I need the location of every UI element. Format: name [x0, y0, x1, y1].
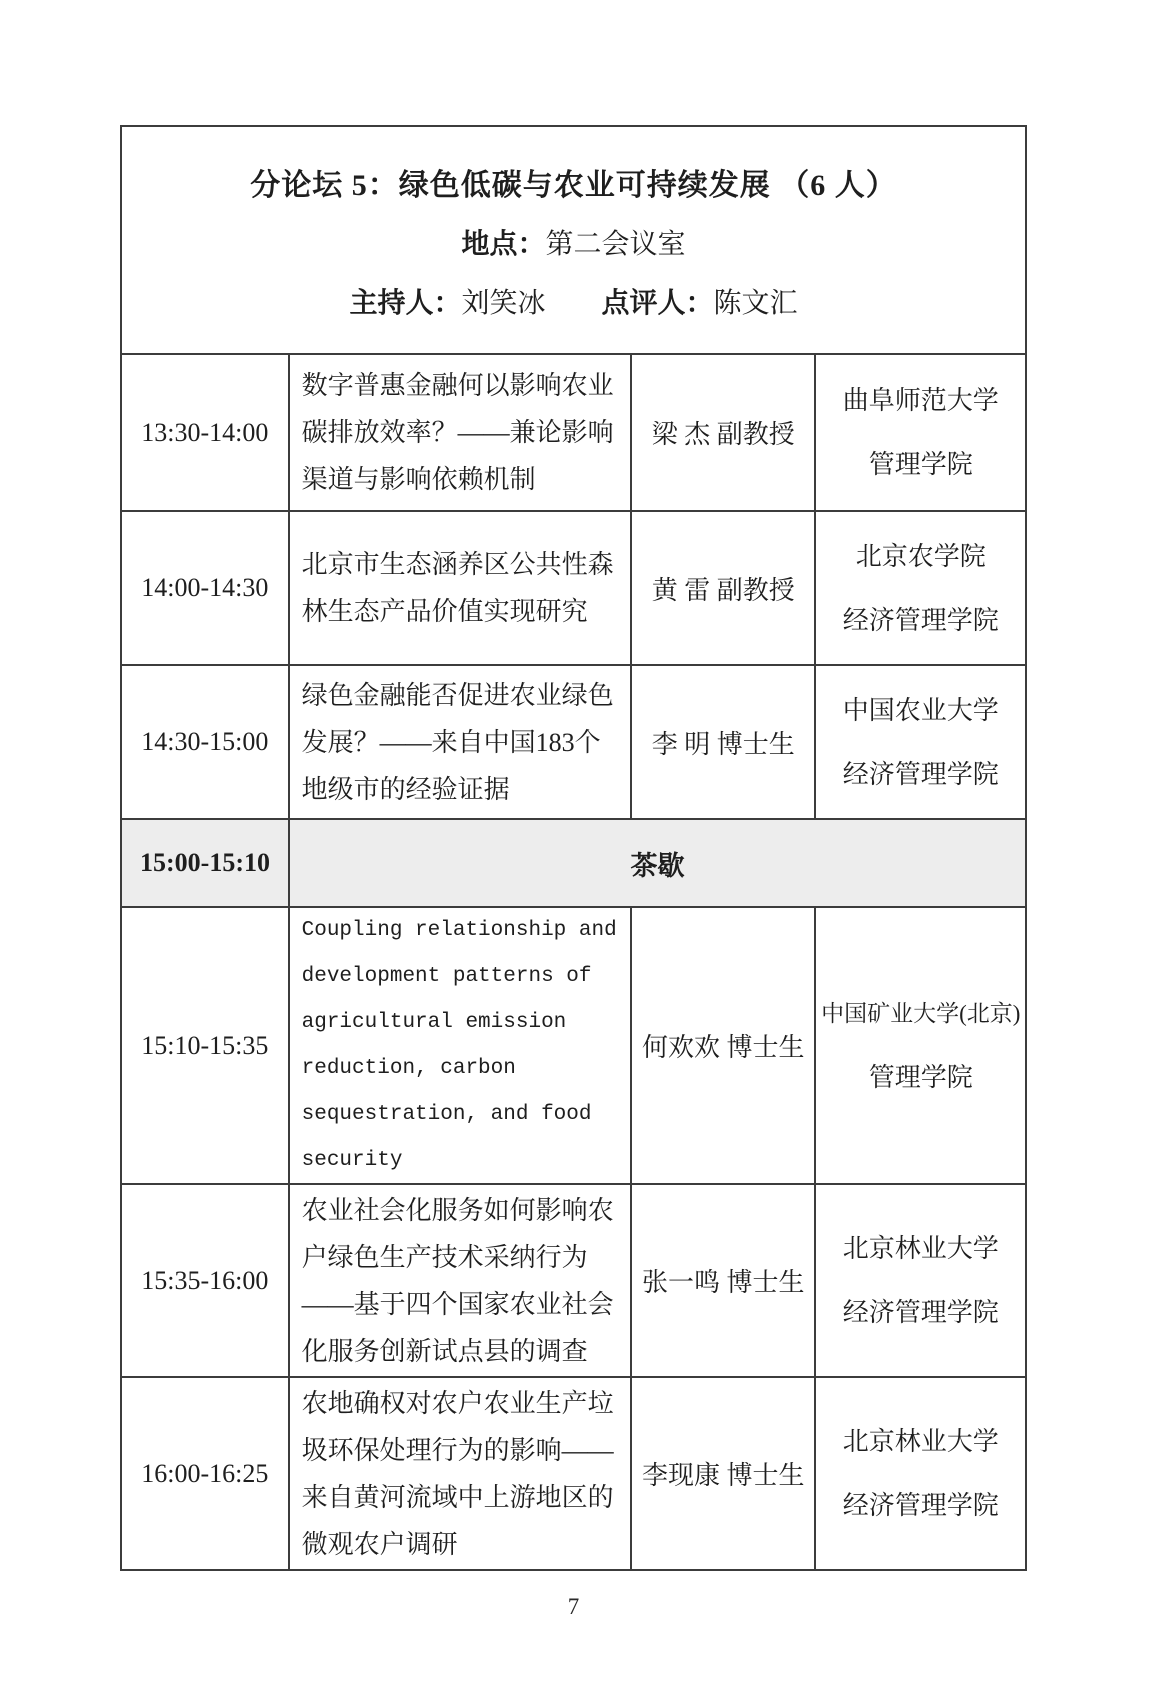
paper-title: 农地确权对农户农业生产垃圾环保处理行为的影响——来自黄河流域中上游地区的微观农户调研 [301, 1388, 614, 1559]
location-value: 第二会议室 [545, 229, 686, 260]
affiliation-line-1: 北京农学院 [855, 541, 986, 571]
table-row [122, 908, 1025, 1185]
time-cell [122, 1185, 290, 1376]
presenter-cell [632, 512, 817, 664]
location-line [461, 222, 685, 262]
time-cell [122, 820, 290, 906]
affiliation-line-2: 经济管理学院 [842, 759, 999, 789]
time-value: 13:30-14:00 [141, 417, 269, 447]
host-line [349, 281, 797, 321]
affiliation-line-1: 中国农业大学 [842, 695, 999, 725]
affiliation-line-2: 经济管理学院 [842, 1298, 999, 1327]
paper-title: 数字普惠金融何以影响农业碳排放效率？——兼论影响渠道与影响依赖机制 [301, 371, 614, 494]
page-number: 7 [567, 1594, 580, 1619]
time-value: 15:00-15:10 [140, 848, 270, 877]
title-cell [290, 666, 632, 818]
time-value: 16:00-16:25 [141, 1458, 269, 1488]
title-cell [290, 1185, 632, 1376]
title-cell [290, 355, 632, 510]
time-cell [122, 908, 290, 1183]
commentator-value: 陈文汇 [713, 287, 798, 319]
presenter-name: 黄 雷 副教授 [651, 575, 795, 605]
table-row [122, 1378, 1025, 1569]
affiliation-line-1: 中国矿业大学(北京) [821, 1001, 1021, 1026]
time-value: 14:30-15:00 [141, 727, 269, 756]
schedule-table [120, 125, 1027, 1571]
affiliation-line-2: 管理学院 [868, 450, 973, 479]
host-value: 刘笑冰 [461, 287, 546, 319]
affiliation-cell [816, 512, 1025, 664]
host-label: 主持人： [349, 287, 462, 319]
affiliation-line-2: 经济管理学院 [842, 1491, 999, 1520]
paper-title: 绿色金融能否促进农业绿色发展？——来自中国183个地级市的经验证据 [301, 680, 614, 804]
time-cell [122, 355, 290, 510]
affiliation-line-1: 北京林业大学 [842, 1234, 999, 1263]
affiliation-line-1: 北京林业大学 [842, 1427, 999, 1456]
tea-break-row [122, 820, 1025, 908]
presenter-cell [632, 1378, 817, 1569]
affiliation-cell [816, 908, 1025, 1183]
table-row [122, 1185, 1025, 1378]
location-label: 地点： [461, 229, 546, 260]
commentator-label: 点评人： [601, 287, 714, 319]
paper-title: 北京市生态涵养区公共性森林生态产品价值实现研究 [301, 550, 614, 626]
affiliation-cell [816, 355, 1025, 510]
time-value: 14:00-14:30 [141, 573, 269, 602]
presenter-name: 梁 杰 副教授 [651, 420, 795, 449]
time-cell [122, 666, 290, 818]
affiliation-line-1: 曲阜师范大学 [842, 386, 999, 415]
presenter-cell [632, 1185, 817, 1376]
title-cell [290, 1378, 632, 1569]
affiliation-cell [816, 666, 1025, 818]
presenter-cell [632, 908, 817, 1183]
affiliation-line-2: 管理学院 [868, 1063, 973, 1092]
presenter-name: 李 明 博士生 [651, 729, 795, 759]
presenter-name: 何欢欢 博士生 [641, 1033, 805, 1062]
table-row [122, 512, 1025, 666]
time-cell [122, 1378, 290, 1569]
table-row [122, 355, 1025, 512]
table-row [122, 666, 1025, 820]
forum-header [122, 127, 1025, 353]
presenter-name: 张一鸣 博士生 [641, 1268, 805, 1297]
time-value: 15:10-15:35 [141, 1030, 269, 1060]
time-value: 15:35-16:00 [141, 1265, 269, 1295]
time-cell [122, 512, 290, 664]
break-label: 茶歇 [630, 850, 685, 881]
paper-title: Coupling relationship and development patterns of agricultural emission reduction, carbon sequestration, and food security [301, 918, 617, 1172]
forum-title: 分论坛 5：绿色低碳与农业可持续发展 （6 人） [250, 168, 897, 202]
title-cell [290, 512, 632, 664]
affiliation-line-2: 经济管理学院 [842, 605, 999, 635]
presenter-cell [632, 666, 817, 818]
break-cell [290, 820, 1025, 906]
affiliation-cell [816, 1185, 1025, 1376]
presenter-name: 李现康 博士生 [641, 1461, 805, 1490]
presenter-cell [632, 355, 817, 510]
title-cell [290, 908, 632, 1183]
affiliation-cell [816, 1378, 1025, 1569]
paper-title: 农业社会化服务如何影响农户绿色生产技术采纳行为——基于四个国家农业社会化服务创新试点县的调查 [301, 1195, 614, 1366]
table-header-row [122, 127, 1025, 355]
